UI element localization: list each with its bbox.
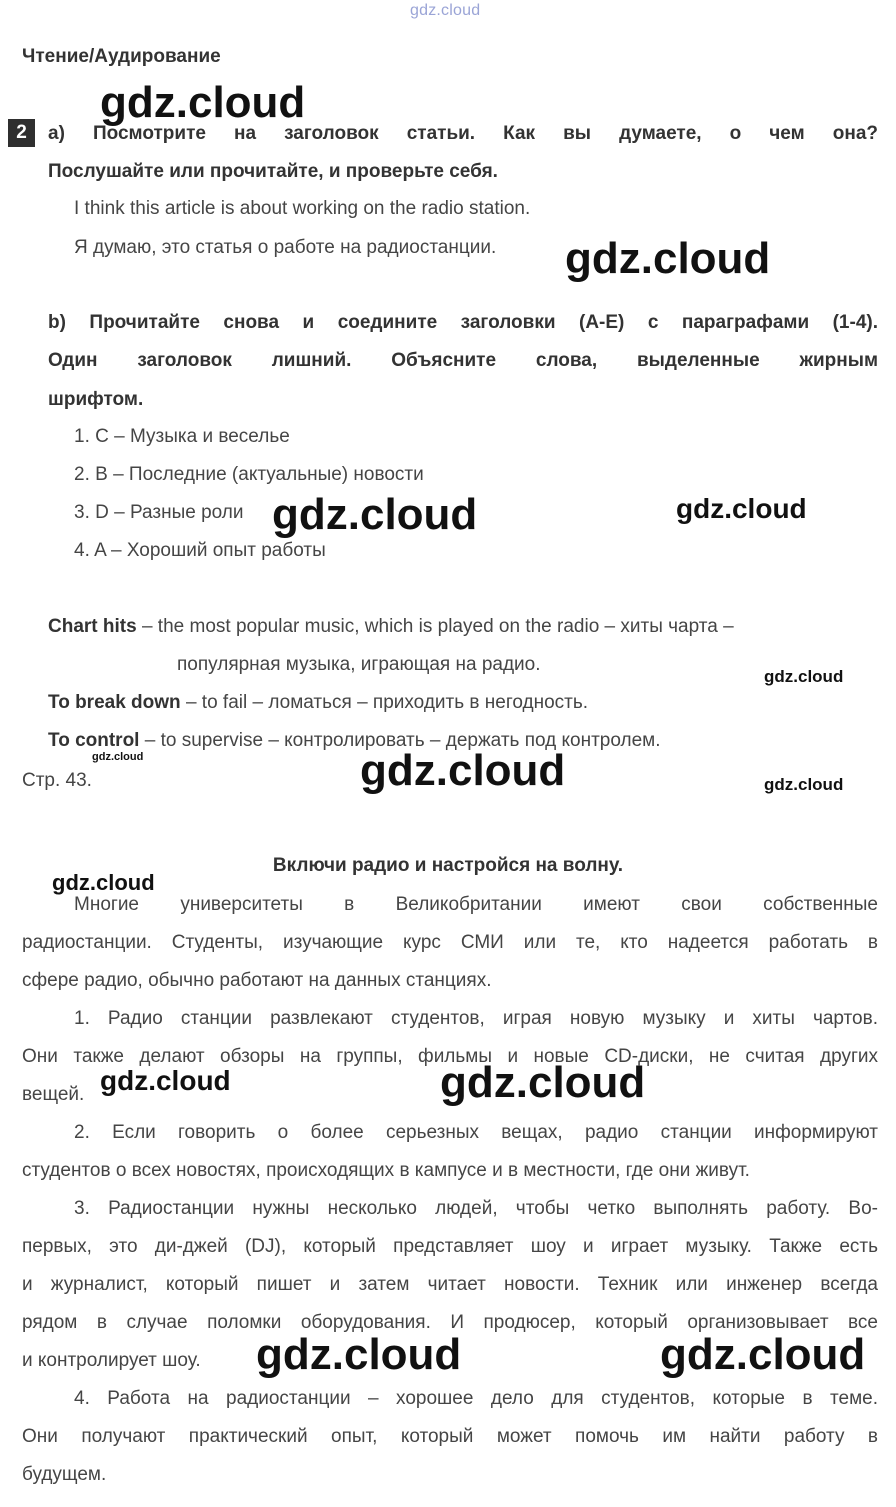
watermark: gdz.cloud: [764, 775, 844, 794]
watermark: gdz.cloud: [100, 78, 306, 127]
answer-item: 3. D – Разные роли: [74, 502, 244, 523]
watermark: gdz.cloud: [676, 493, 807, 524]
article-line: сфере радио, обычно работают на данных станциях.: [22, 970, 492, 991]
article-line: Они также делают обзоры на группы, фильмы и новые CD-диски, не считая других: [22, 1046, 878, 1067]
exercise-number-badge: 2: [8, 119, 35, 147]
vocab-entry-break-down: [48, 691, 588, 715]
article-line: Многие университеты в Великобритании имеют свои собственные: [74, 894, 878, 915]
answer-item: 1. C – Музыка и веселье: [74, 426, 290, 447]
watermark: gdz.cloud: [764, 667, 844, 686]
watermark: gdz.cloud: [660, 1330, 866, 1379]
vocab-term: Chart hits: [48, 616, 137, 637]
part-b-instruction-line3: шрифтом.: [48, 389, 144, 410]
vocab-definition-continuation: популярная музыка, играющая на радио.: [177, 654, 541, 675]
article-line: и журналист, который пишет и затем читает новости. Техник или инженер всегда: [22, 1274, 878, 1295]
article-line: рядом в случае поломки оборудования. И продюсер, который организовывает все: [22, 1312, 878, 1333]
watermark: gdz.cloud: [272, 490, 478, 539]
answer-item: 2. B – Последние (актуальные) новости: [74, 464, 424, 485]
article-line: будущем.: [22, 1464, 107, 1485]
watermark: gdz.cloud: [360, 746, 566, 795]
part-b-instruction-line2: Один заголовок лишний. Объясните слова, выделенные жирным: [48, 350, 878, 371]
watermark: gdz.cloud: [52, 870, 155, 895]
article-line: и контролирует шоу.: [22, 1350, 201, 1371]
article-line: первых, это ди-джей (DJ), который представляет шоу и играет музыку. Также есть: [22, 1236, 878, 1257]
article-line: 2. Если говорить о более серьезных вещах, радио станции информируют: [74, 1122, 878, 1143]
vocab-term: To control: [48, 730, 140, 751]
vocab-term: To break down: [48, 692, 181, 713]
article-line: радиостанции. Студенты, изучающие курс СМИ или те, кто надеется работать в: [22, 932, 878, 953]
part-b-instruction-line1: b) Прочитайте снова и соедините заголовки (A-E) с параграфами (1-4).: [48, 312, 878, 333]
article-line: 3. Радиостанции нужны несколько людей, чтобы четко выполнять работу. Во-: [74, 1198, 878, 1219]
article-line: студентов о всех новостях, происходящих в кампусе и в местности, где они живут.: [22, 1160, 750, 1181]
article-title: Включи радио и настройся на волну.: [272, 855, 624, 876]
vocab-entry-chart-hits: [48, 615, 734, 639]
watermark: gdz.cloud: [440, 1058, 646, 1107]
article-line: 4. Работа на радиостанции – хорошее дело для студентов, которые в теме.: [74, 1388, 878, 1409]
watermark-top: gdz.cloud: [410, 2, 481, 19]
vocab-entry-control: [48, 729, 661, 753]
watermark: gdz.cloud: [92, 751, 144, 763]
page-reference: Стр. 43.: [22, 770, 92, 791]
vocab-definition: – the most popular music, which is played on the radio – хиты чарта –: [136, 616, 734, 637]
answer-item: 4. A – Хороший опыт работы: [74, 540, 326, 561]
part-a-instruction-line1: a) Посмотрите на заголовок статьи. Как вы думаете, о чем она?: [48, 123, 878, 144]
article-line: вещей.: [22, 1084, 85, 1105]
vocab-definition: – to fail – ломаться – приходить в негодность.: [180, 692, 589, 713]
watermark: gdz.cloud: [565, 234, 771, 283]
part-a-answer-en: I think this article is about working on the radio station.: [74, 198, 531, 219]
watermark: gdz.cloud: [256, 1330, 462, 1379]
vocab-definition: – to supervise – контролировать – держать под контролем.: [139, 730, 661, 751]
article-line: 1. Радио станции развлекают студентов, играя новую музыку и хиты чартов.: [74, 1008, 878, 1029]
section-title: Чтение/Аудирование: [22, 46, 221, 67]
part-a-instruction-line2: Послушайте или прочитайте, и проверьте себя.: [48, 161, 498, 182]
article-line: Они получают практический опыт, который может помочь им найти работу в: [22, 1426, 878, 1447]
watermark: gdz.cloud: [100, 1065, 231, 1096]
part-a-answer-ru: Я думаю, это статья о работе на радиостанции.: [74, 237, 497, 258]
